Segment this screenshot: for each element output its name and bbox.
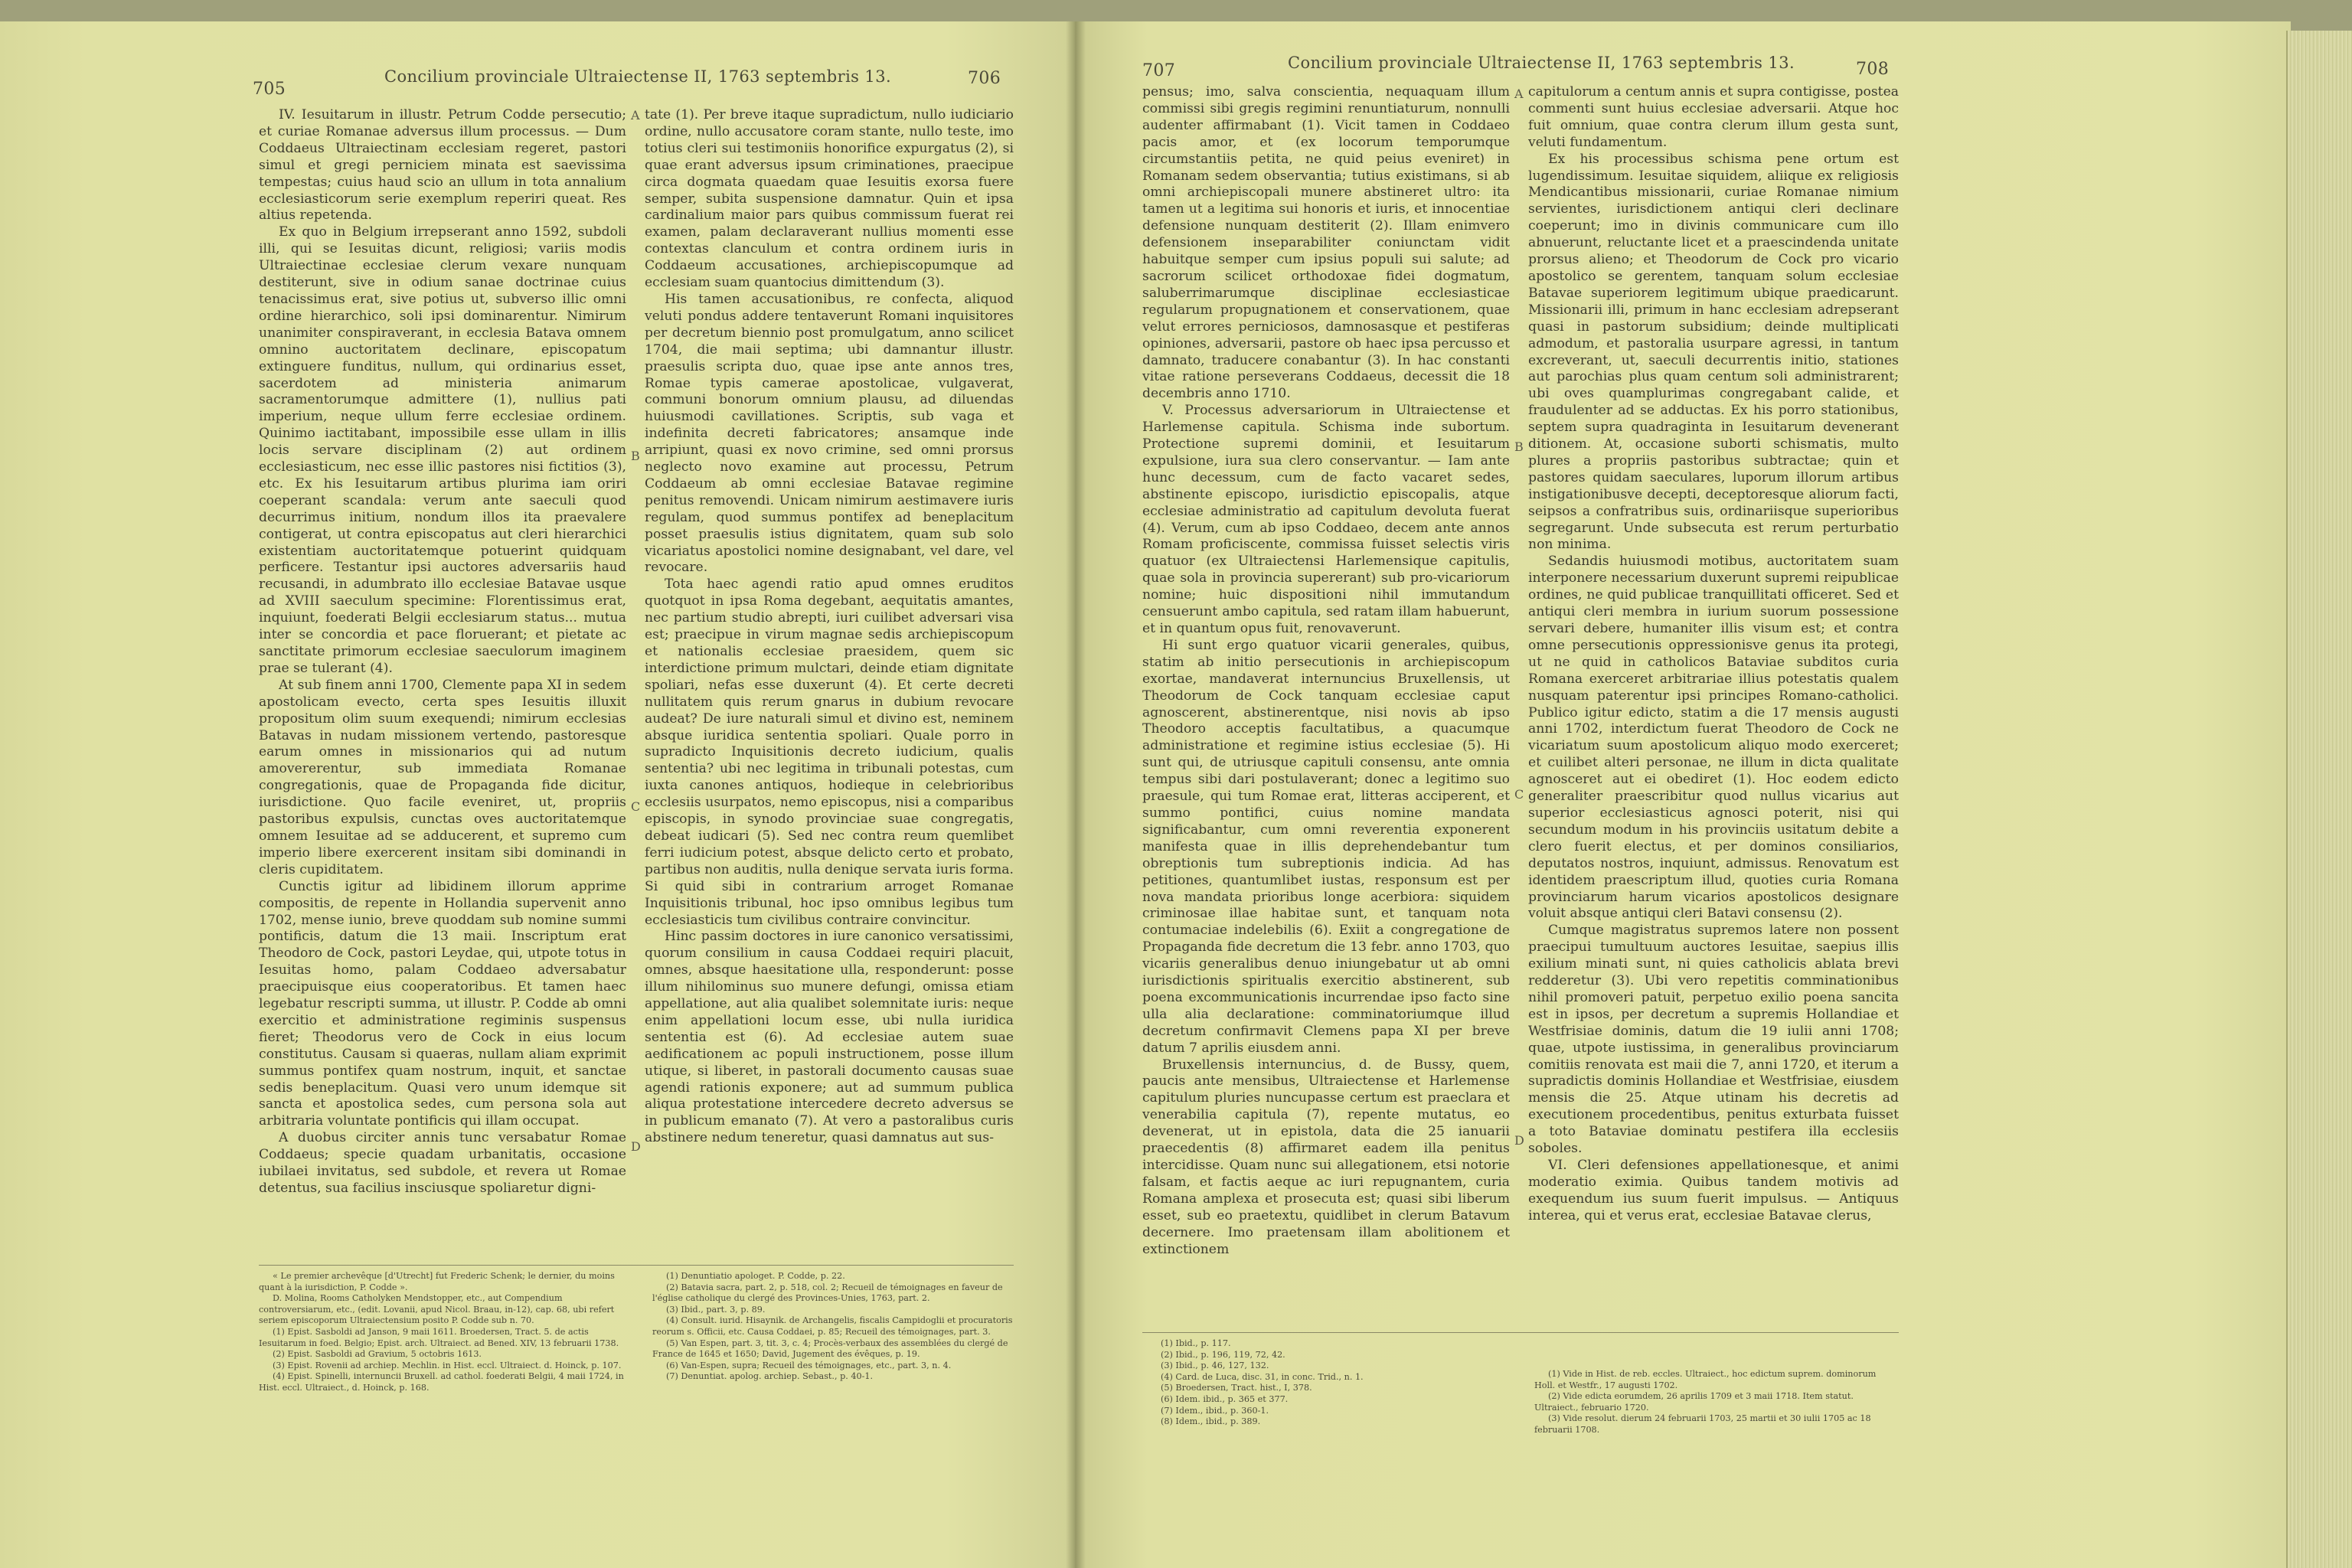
- margin-letter: B: [1514, 439, 1524, 454]
- footnote: (5) Broedersen, Tract. hist., I, 378.: [1161, 1383, 1312, 1393]
- running-title: Concilium provinciale Ultraiectense II, 1763 septembris 13.: [1288, 54, 1795, 72]
- page-number: 707: [1142, 61, 1176, 80]
- paragraph: pensus; imo, salva conscientia, nequaquam illum commissi sibi gregis regimini renuntiaturum, nonnulli audenter affirmabant (1). Vicit tamen in Coddaeo pacis amor, et (ex locorum temporumque circumstantiis petita, ne quid peius eveniret) in Romanam sedem observantia; tutius existimans, si ab omni archiepiscopali munere abstineret ultro: ita tamen ut a legitima sui honoris et iuris, et innocentiae defensione nunquam destiterit (2). Illam enimvero defensionem inseparabiliter coniunctam vidit habuitque semper cum ipsius populi sui salute; ad sacrorum scilicet orthodoxae fidei dogmatum, saluberrimarumque disciplinae ecclesiasticae regularum propugnationem et conservationem, quae velut errores perniciosos, damnosasque et pestiferas opiniones, adversarii, pastore ob haec ipsa percusso et damnato, traducere conabantur (3). In hac constanti vitae ratione perseverans Coddaeus, decessit die 18 decembris anno 1710.: [1142, 84, 1510, 402]
- footnote: (7) Denuntiat. apolog. archiep. Sebast., p. 40-1.: [666, 1371, 874, 1382]
- footnote: (2) Ibid., p. 196, 119, 72, 42.: [1161, 1349, 1285, 1360]
- footnote: (2) Batavia sacra, part. 2, p. 518, col. 2; Recueil de témoignages en faveur de l'église catholique du clergé des Provinces-Unies, 1763, part. 2.: [652, 1282, 1003, 1304]
- footnote: (1) Vide in Hist. de reb. eccles. Ultraiect., hoc edictum suprem. dominorum Holl. et Westfr., 17 augusti 1702.: [1534, 1369, 1877, 1390]
- paragraph: tate (1). Per breve itaque supradictum, nullo iudiciario ordine, nullo accusatore coram stante, nullo teste, imo totius cleri sui testimoniis honorifice expurgatus (2), si quae erant adversus ipsum criminationes, praecipue circa dogmata quaedam quae Iesuitis exorsa fuere semper, subita suspensione damnatur. Quin et ipsa cardinalium maior pars quibus commissum fuerat rei examen, palam declaraverant nullius momenti esse contextas clanculum et contra ordinem iuris in Coddaeum accusationes, archiepiscopumque ad ecclesiam suam quantocius dimittendum (3).: [645, 107, 1014, 291]
- footnote: (6) Van-Espen, supra; Recueil des témoignages, etc., part. 3, n. 4.: [666, 1360, 952, 1370]
- footnote: D. Molina, Rooms Catholyken Mendstopper, etc., aut Compendium controversiarum, etc., (edit. Lovanii, apud Nicol. Braau, in-12), cap. 68, ubi refert seriem episcoporum Ultraiectensium posito P. Codde sub n. 70.: [259, 1293, 615, 1326]
- book-gutter: [1066, 21, 1086, 1568]
- footnote-rule: [259, 1265, 1014, 1266]
- margin-letter: D: [631, 1139, 641, 1154]
- footnote: (4) Consult. iurid. Hisaynik. de Archangelis, fiscalis Campidoglii et procuratoris reorum s. Officii, etc. Causa Coddaei, p. 85; Recueil des témoignages, part. 3.: [652, 1315, 1013, 1337]
- margin-letter: B: [631, 449, 640, 463]
- footnote: (8) Idem., ibid., p. 389.: [1161, 1416, 1261, 1427]
- margin-letter: A: [631, 108, 640, 122]
- paragraph: At sub finem anni 1700, Clemente papa XI in sedem apostolicam evecto, certa spes Iesuitis illuxit propositum olim suum exequendi; nimirum ecclesias Batavas in nudam missionem vertendo, pastoresque earum omnes in missionarios qui ad nutum amovererentur, sub immediata Romanae congregationis, quae de Propaganda fide dicitur, iurisdictione. Quo facile eveniret, ut, propriis pastoribus expulsis, cunctas oves auctoritatemque omnem Iesuitae ad se adducerent, et supremo cum imperio libere exercerent insitam sibi dominandi in cleris cupiditatem.: [259, 677, 626, 877]
- running-title: Concilium provinciale Ultraiectense II, 1763 septembris 13.: [384, 67, 892, 86]
- paragraph: Cunctis igitur ad libidinem illorum apprime compositis, de repente in Hollandia supervenit anno 1702, mense iunio, breve quoddam sub nomine summi pontificis, datum die 13 maii. Inscriptum erat Theodoro de Cock, pastori Leydae, qui, utpote totus in Iesuitas homo, palam Coddaeo adversabatur praecipuisque eius cooperatoribus. Et tamen haec legebatur rescripti summa, ut illustr. P. Codde ab omni exercitio et administratione regiminis suspensus fieret; Theodorus vero de Cock in eius locum constitutus. Causam si quaeras, nullam aliam exprimit summus pontifex quam nostrum, inquit, et sanctae sedis beneplacitum. Quasi vero unum idemque sit sancta et apostolica sedes, cum persona sola aut arbitraria voluntate pontificis qui illam occupat.: [259, 878, 626, 1129]
- footnote: (1) Ibid., p. 117.: [1161, 1338, 1231, 1348]
- footnote: (3) Ibid., p. 46, 127, 132.: [1161, 1361, 1269, 1371]
- footnote: (2) Vide edicta eorumdem, 26 aprilis 1709 et 3 maii 1718. Item statut. Ultraiect., februario 1720.: [1534, 1391, 1854, 1413]
- footnote: (3) Epist. Rovenii ad archiep. Mechlin. in Hist. eccl. Ultraiect. d. Hoinck, p. 107.: [273, 1360, 622, 1370]
- page-edges: [2286, 31, 2352, 1568]
- right-page-column-2: [1528, 84, 1899, 1225]
- footnote: (2) Epist. Sasboldi ad Gravium, 5 octobris 1613.: [273, 1349, 482, 1360]
- footnote: « Le premier archevêque [d'Utrecht] fut Frederic Schenk; le dernier, du moins quant à la iurisdiction, P. Codde ».: [259, 1271, 615, 1292]
- footnote: (5) Van Espen, part. 3, tit. 3, c. 4; Procès-verbaux des assemblées du clergé de France de 1645 et 1650; David, Jugement des évêques, p. 19.: [652, 1338, 1008, 1360]
- footnote: (1) Denuntiatio apologet. P. Codde, p. 22.: [666, 1271, 845, 1281]
- paragraph: Bruxellensis internuncius, d. de Bussy, quem, paucis ante mensibus, Ultraiectense et Harlemense capitulum pluries nuncupasse certum est praeclara et venerabilia capitula (7), repente mutatus, eo devenerat, ut in epistola, data die 25 ianuarii praecedentis (8) affirmaret eadem illa penitus intercidisse. Quam nunc sui allegationem, etsi notorie falsam, et factis aeque ac iuri repugnantem, curia Romana amplexa et prosecuta est; quasi sibi liberum esset, sub eo praetextu, quidlibet in clerum Batavum decernere. Imo praetensam illam abolitionem et extinctionem: [1142, 1057, 1510, 1257]
- footnote: (7) Idem., ibid., p. 360-1.: [1161, 1405, 1269, 1416]
- left-page-column-1: [259, 107, 626, 1197]
- page-number: 708: [1856, 60, 1890, 79]
- left-page-footnotes-col-1: [259, 1271, 626, 1394]
- footnote: (6) Idem. ibid., p. 365 et 377.: [1161, 1393, 1289, 1404]
- paragraph: Hi sunt ergo quatuor vicarii generales, quibus, statim ab initio persecutionis in archiepiscopum exortae, mandaverat internuncius Bruxellensis, ut Theodorum de Cock tanquam ecclesiae caput agnoscerent, abstinerentque, nisi novis ab ipso Theodoro acceptis facultatibus, a quacumque administratione et regimine istius ecclesiae (5). Hi sunt qui, de utriusque capituli consensu, ante omnia tempus sibi dari postulaverant; donec a legitimo suo praesule, qui tum Romae erat, litteras acciperent, et summo pontifici, cuius nomine mandata significabantur, cum omni reverentia exponerent manifesta quae in illis deprehendebantur tum obreptionis tum subreptionis indicia. Ad has petitiones, quantumlibet iustas, responsum est per nova mandata prioribus longe acerbiora: siquidem criminosae illae habitae sunt, et tanquam nota contumaciae indelebilis (6). Exiit a congregatione de Propaganda fide decretum die 13 febr. anno 1703, quo vicariis generalibus denuo iniungebatur ut ab omni iurisdictionis spiritualis exercitio abstinerent, sub poena excommunicationis incurrendae ipso facto sine ulla alia declaratione: comminatoriumque illud decretum confirmavit Clemens papa XI per breve datum 7 aprilis eiusdem anni.: [1142, 637, 1510, 1056]
- margin-letter: A: [1514, 87, 1524, 101]
- paragraph: Ex quo in Belgium irrepserant anno 1592, subdoli illi, qui se Iesuitas dicunt, religiosi; variis modis Ultraiectinae ecclesiae clerum vexare nunquam destiterunt, sive in odium sanae doctrinae cuius tenacissimus erat, sive potius ut, subverso illic omni ordine hierarchico, soli ipsi dominarentur. Nimirum unanimiter conspiraverant, in ecclesia Batava omnem omnino auctoritatem declinare, episcopatum extinguere funditus, nullum, qui ordinarius esset, sacerdotem ad ministeria animarum sacramentorumque admittere (1), nullius pati imperium, neque ullum ferre ecclesiae ordinem. Quinimo iactitabant, impossibile esse ullam in illis locis servare disciplinam (2) aut ordinem ecclesiasticum, nec esse illic pastores nisi fictitios (3), etc. Ex his Iesuitarum artibus plurima iam oriri coeperant scandala: verum ante saeculi quod decurrimus initium, nondum illos ita praevalere contigerat, ut contra episcopatus aut cleri hierarchici existentiam auctoritatemque potuerint quidquam perficere. Testantur ipsi auctores adversariis haud recusandi, in adumbrato illo ecclesiae Batavae usque ad XVIII saeculum specimine: Florentissimus erat, inquiunt, foederati Belgii ecclesiarum status... mutua inter se concordia et pace floruerant; et pietate ac sanctitate primorum ecclesiae saeculorum imaginem prae se tulerant (4).: [259, 224, 626, 676]
- page-number: 706: [968, 69, 1001, 88]
- margin-letter: C: [631, 799, 641, 814]
- paragraph: IV. Iesuitarum in illustr. Petrum Codde persecutio; et curiae Romanae adversus illum processus. — Dum Coddaeus Ultraiectinam ecclesiam regeret, pastori simul et gregi perniciem minata est saevissima tempestas; cuius haud scio an ullum in tota annalium ecclesiasticorum serie exemplum reperiri queat. Res altius repetenda.: [259, 107, 626, 224]
- footnote: (1) Epist. Sasboldi ad Janson, 9 maii 1611. Broedersen, Tract. 5. de actis Iesuitarum in foed. Belgio; Epist. arch. Ultraiect. ad Bened. XIV, 13 februarii 1738.: [259, 1326, 619, 1348]
- paragraph: A duobus circiter annis tunc versabatur Romae Coddaeus; specie quadam urbanitatis, occasione iubilaei invitatus, sed subdole, et revera ut Romae detentus, sua facilius insciusque spoliaretur digni-: [259, 1130, 626, 1196]
- paragraph: VI. Cleri defensiones appellationesque, et animi moderatio eximia. Quibus tandem motivis ad exequendum ius suum fuerit impulsus. — Antiquus interea, qui et verus erat, ecclesiae Batavae clerus,: [1528, 1158, 1899, 1223]
- paragraph: Cumque magistratus supremos latere non possent praecipui tumultuum auctores Iesuitae, saepius illis exilium minati sunt, ni quies catholicis ablata brevi redderetur (3). Ubi vero repetitis comminationibus nihil promoveri patuit, perpetuo exilio poena sancita est in ipsos, per decretum a supremis Hollandiae et Westfrisiae dominis, datum die 19 iulii anni 1708; quae, utpote iustissima, in generalibus provinciarum comitiis renovata est maii die 7, anni 1720, et iterum a supradictis dominis Hollandiae et Westfrisiae, eiusdem mensis die 25. Atque utinam his decretis ad executionem procedentibus, penitus exturbata fuisset a toto Bataviae dominatu pestifera illa ecclesiis soboles.: [1528, 923, 1899, 1157]
- paragraph: Tota haec agendi ratio apud omnes eruditos quotquot in ipsa Roma degebant, aequitatis amantes, nec partium studio abrepti, iuri cuilibet adversari visa est; praecipue in virum magnae sedis archiepiscopum et nationalis ecclesiae praesidem, quem sic interdictione primum mulctari, deinde etiam dignitate spoliari, nefas esse duxerunt (4). Et certe decreti nullitatem quis rerum gnarus in dubium revocare audeat? De iure naturali simul et divino est, neminem absque iuridica sententia spoliari. Quale porro in supradicto Inquisitionis decreto iudicium, qualis sententia? ubi nec legitima in tribunali potestas, cum iuxta canones antiquos, hodieque in celebrioribus ecclesiis usurpatos, nemo episcopus, nisi a comparibus episcopis, in synodo provinciae suae congregatis, debeat iudicari (5). Sed nec contra reum quemlibet ferri iudicium potest, absque delicto certo et probato, partibus non auditis, nulla denique servata iuris forma. Si quid sibi in contrarium arroget Romanae Inquisitionis tribunal, hoc ipso omnibus legibus tum ecclesiasticis tum civilibus contraire convincitur.: [645, 577, 1014, 928]
- paragraph: Hinc passim doctores in iure canonico versatissimi, quorum consilium in causa Coddaei requiri placuit, omnes, absque haesitatione ulla, responderunt: posse illum nihilominus suo munere defungi, omissa etiam appellatione, aut alia qualibet solemnitate iuris: neque enim appellationi locum esse, ubi nulla iuridica sententia est (6). Ad ecclesiae autem suae aedificationem ac populi instructionem, posse illum utique, si liberet, in pastorali documento causas suae agendi rationis exponere; aut ad summum publica aliqua protestatione intercedere decreto adversus se in publicum emanato (7). At vero a pastoralibus curis abstinere nedum teneretur, quasi damnatus aut sus-: [645, 929, 1014, 1146]
- right-page-footnotes-col-1: [1147, 1338, 1499, 1428]
- page-number: 705: [253, 80, 286, 99]
- paragraph: V. Processus adversariorum in Ultraiectense et Harlemense capitula. Schisma inde subortum. Protectione supremi dominii, et Iesuitarum expulsione, iura sua clero conservantur. — Iam ante hunc decessum, cum de facto vacaret sedes, abstinente episcopo, iurisdictio episcopalis, atque ecclesiae administratio ad capitulum devoluta fuerat (4). Verum, cum ab ipso Coddaeo, decem ante annos Romam proficiscente, commissa fuisset selectis viris quatuor (ex Ultraiectensi Harlemensique capitulis, quae sola in provincia supererant) sub pro-vicariorum nomine; huic dispositioni nihil immutandum censuerunt ambo capitula, sed ratam illam habuerunt, et in quantum opus fuit, renovaverunt.: [1142, 403, 1510, 636]
- footnote-rule: [1142, 1332, 1899, 1333]
- left-page-footnotes-col-2: [652, 1271, 1014, 1383]
- margin-letter: C: [1514, 787, 1524, 802]
- right-page-column-1: [1142, 84, 1510, 1258]
- paragraph: Ex his processibus schisma pene ortum est lugendissimum. Iesuitae siquidem, aliique ex religiosis Mendicantibus missionarii, curiae Romanae nimium servientes, iurisdictionem antiqui cleri declinare coeperunt; imo in divinis communicare cum illo abnuerunt, reluctante licet et a praescindenda unitate prorsus alieno; et Theodorum de Cock pro vicario apostolico se gerentem, tanquam solum ecclesiae Batavae superiorem legitimum ubique praedicarunt. Missionarii illi, primum in hanc ecclesiam adrepserant quasi in pastorum subsidium; deinde multiplicati admodum, et pastoralia usurpare agressi, in tantum excreverant, ut, saeculi decurrentis initio, stationes aut parochias plus quam centum soli administrarent; ubi oves quamplurimas congregabant calide, et fraudulenter ad se adductas. Ex his porro stationibus, septem supra quadraginta in Iesuitarum devenerant ditionem. At, occasione suborti schismatis, multo plures a propriis pastoribus subtractae; quin et pastores quidam saeculares, luporum illorum artibus instigationibusve decepti, deceptoresque aliorum facti, seipsos a confratribus suis, ordinariisque superioribus segregarunt. Unde subsecuta est rerum perturbatio non minima.: [1528, 151, 1899, 553]
- left-page-column-2: [645, 107, 1014, 1147]
- footnote: (4) Card. de Luca, disc. 31, in conc. Trid., n. 1.: [1161, 1371, 1364, 1382]
- left-running-header: [0, 63, 1075, 99]
- paragraph: His tamen accusationibus, re confecta, aliquod veluti pondus addere tentaverunt Romani inquisitores per decretum biennio post promulgatum, anno scilicet 1704, die maii septima; ubi damnantur illustr. praesulis scripta duo, quae ipse ante annos tres, Romae typis camerae apostolicae, vulgaverat, communi bonorum omnium plausu, ad diluendas huiusmodi cavillationes. Scriptis, sub vaga et indefinita decreti fabricatores; ansamque inde arripiunt, quasi ex novo crimine, sed omni prorsus neglecto novo examine aut processu, Petrum Coddaeum ab omni ecclesiae Batavae regimine penitus removendi. Unicam nimirum aestimavere iuris regulam, quod summus pontifex ad beneplacitum posset praesulis istius dignitatem, quam sub solo vicariatus apostolici nomine designabant, vel dare, vel revocare.: [645, 291, 1014, 576]
- margin-letter: D: [1514, 1133, 1524, 1148]
- paragraph: capitulorum a centum annis et supra contigisse, postea commenti sunt huius ecclesiae adversarii. Atque hoc fuit omnium, quae contra clerum illum gesta sunt, veluti fundamentum.: [1528, 84, 1899, 150]
- footnote: (4) Epist. Spinelli, internuncii Bruxell. ad cathol. foederati Belgii, 4 maii 1724, in Hist. eccl. Ultraiect., d. Hoinck, p. 168.: [259, 1371, 624, 1393]
- footnote: (3) Ibid., part. 3, p. 89.: [666, 1304, 766, 1315]
- right-page-footnotes-col-2: [1534, 1369, 1899, 1436]
- paragraph: Sedandis huiusmodi motibus, auctoritatem suam interponere necessarium duxerunt supremi reipublicae ordines, ne quid publicae tranquillitati officeret. Sed et antiqui cleri membra in iurium suorum possessione servari debere, humaniter illis visum est; et contra omne persecutionis oppressionisve genus ita protegi, ut ne quid in catholicos Bataviae subditos curia Romana exerceret arbitrariae illius potestatis qualem nusquam paterentur ipsi principes Romano-catholici. Publico igitur edicto, statim a die 17 mensis augusti anni 1702, interdictum fuerat Theodoro de Cock ne vicariatum suum apostolicum aliquo modo exerceret; et cuilibet alteri personae, ne illum in dicta qualitate agnosceret aut ei obediret (1). Hoc eodem edicto generaliter praescribitur quod nullus vicarius aut superior ecclesiasticus agnosci poterit, nisi qui secundum modum in his provinciis usitatum debite a clero fuerit electus, et per dominos consiliarios, deputatos nostros, inquiunt, admissus. Renovatum est identidem praescriptum illud, quoties curia Romana provinciarum harum vicarios apostolicos designare voluit absque antiqui cleri Batavi consensu (2).: [1528, 554, 1899, 922]
- footnote: (3) Vide resolut. dierum 24 februarii 1703, 25 martii et 30 iulii 1705 ac 18 februarii 1708.: [1534, 1413, 1871, 1435]
